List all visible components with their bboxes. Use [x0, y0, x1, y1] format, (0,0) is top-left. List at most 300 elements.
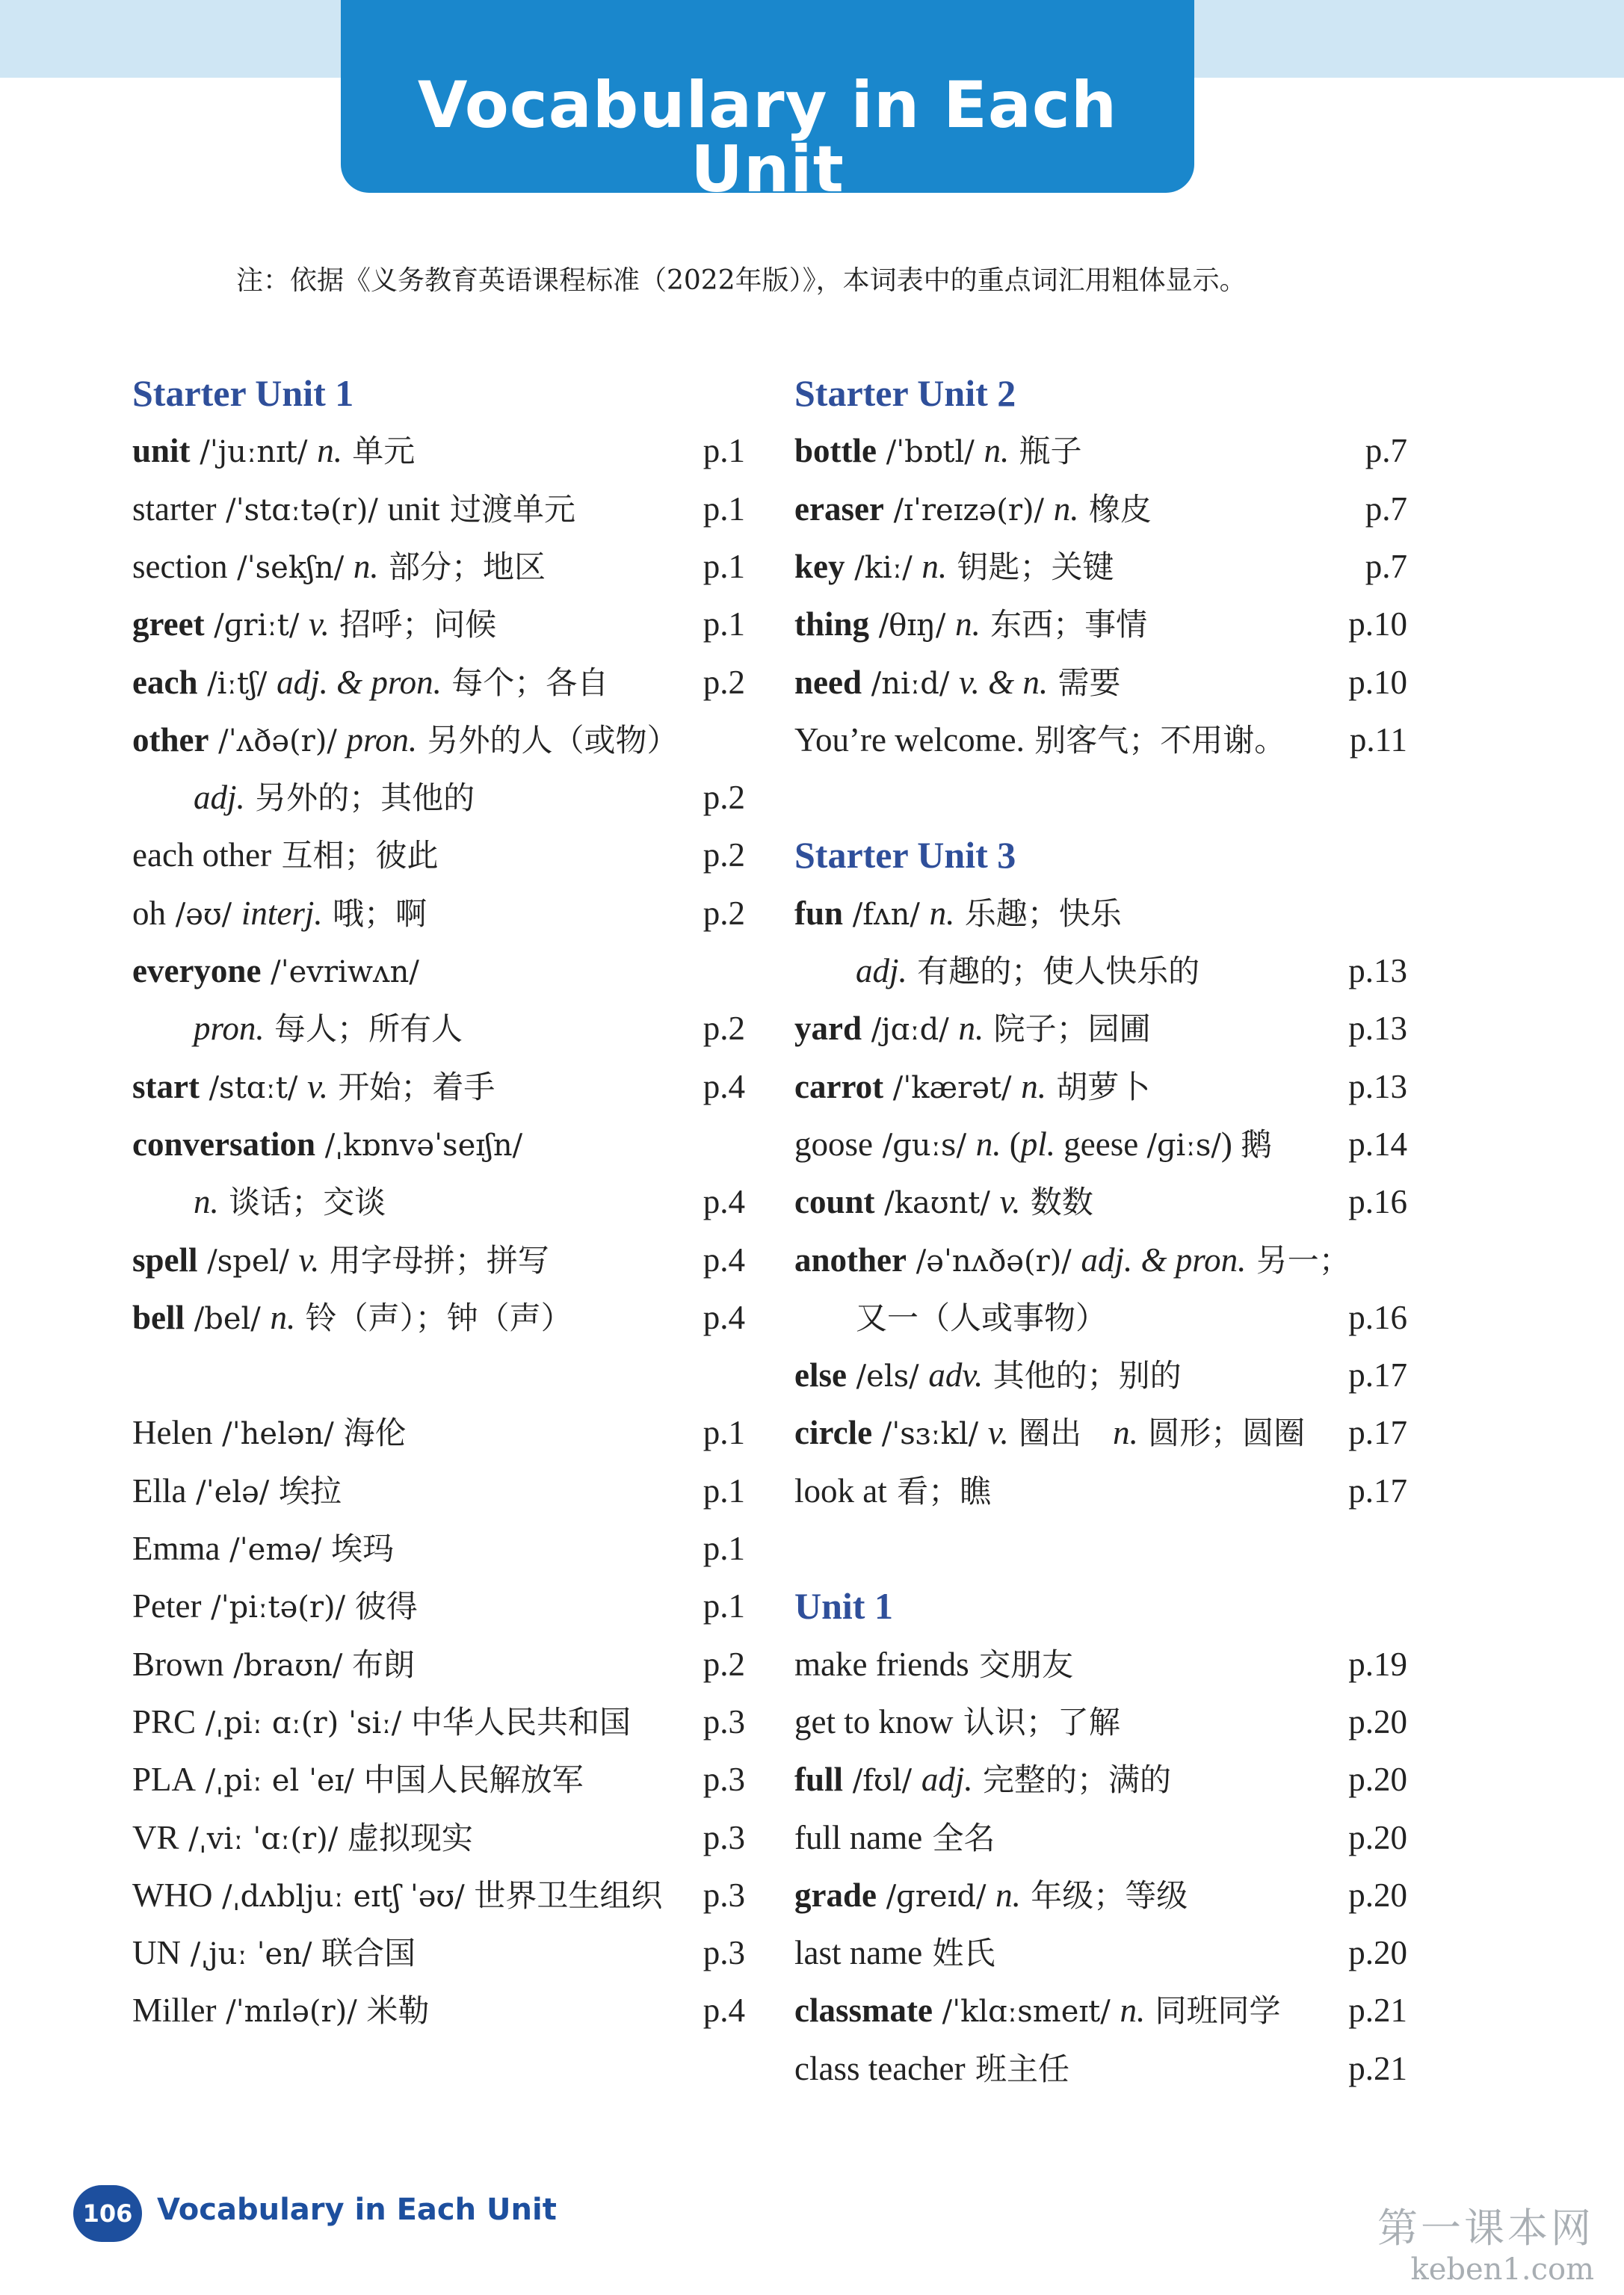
phonetic: /ˈevriwʌn/: [261, 955, 419, 989]
chinese-meaning: 东西；事情: [980, 606, 1148, 643]
phonetic: /braʊn/: [223, 1648, 353, 1683]
page-reference: p.4: [703, 1241, 745, 1279]
chinese-meaning: 完整的；满的: [972, 1761, 1171, 1799]
headword: carrot: [794, 1067, 884, 1105]
unit-heading: Starter Unit 3: [794, 834, 1016, 877]
part-of-speech: v.: [309, 605, 330, 643]
chinese-meaning: 其他的；别的: [983, 1357, 1182, 1394]
vocab-entry: [794, 1116, 1272, 1175]
part-of-speech: v.: [307, 1067, 328, 1105]
vocab-entry: [794, 1751, 1171, 1810]
entry-text: PRC: [132, 1702, 197, 1740]
phonetic: /ˈmɪlə(r)/: [216, 1995, 367, 2030]
vocab-row: [132, 1924, 745, 1982]
vocab-row: [794, 1347, 1407, 1404]
chinese-meaning: 中国人民解放军: [363, 1761, 584, 1799]
headword: yard: [794, 1010, 862, 1048]
chinese-meaning: 又一（人或事物）: [856, 1299, 1108, 1336]
headword: unit: [132, 432, 191, 470]
chinese-meaning: 瓶子: [1009, 433, 1082, 470]
chinese-meaning: 另外的；其他的: [244, 779, 475, 817]
headword: count: [794, 1183, 875, 1221]
part-of-speech: interj.: [241, 894, 323, 932]
page-reference: p.20: [1348, 1702, 1407, 1740]
headword: spell: [132, 1241, 198, 1279]
vocab-row: [132, 538, 745, 596]
headword: circle: [794, 1414, 873, 1452]
part-of-speech: v.: [987, 1414, 1009, 1452]
vocab-entry: [132, 1982, 429, 2041]
vocab-row: [794, 1809, 1407, 1867]
vocab-row: [794, 481, 1407, 538]
vocab-entry: [132, 422, 415, 481]
chinese-meaning: 哦；啊: [322, 895, 427, 932]
headword: eraser: [794, 489, 884, 528]
entry-text: last name: [794, 1934, 923, 1972]
page-reference: p.1: [703, 489, 745, 528]
chinese-meaning: 全名: [922, 1819, 995, 1856]
part-of-speech: n.: [1053, 489, 1079, 528]
vocab-row: [132, 1462, 745, 1520]
chinese-meaning: 看；瞧: [886, 1472, 992, 1510]
chinese-meaning: 另外的人（或物）: [417, 721, 679, 759]
phonetic: /ˌjuː ˈen/: [181, 1937, 322, 1972]
vocab-entry: [794, 596, 1147, 655]
entry-text: look at: [794, 1471, 887, 1510]
phonetic: /kiː/: [845, 550, 922, 585]
vocab-row: [794, 1289, 1407, 1347]
phonetic: /θɪŋ/: [869, 608, 956, 643]
page-reference: p.4: [703, 1067, 745, 1105]
vocab-row: [132, 1232, 745, 1289]
page-reference: p.10: [1348, 663, 1407, 701]
headword: fun: [794, 894, 844, 932]
chinese-meaning: 需要: [1048, 664, 1121, 701]
vocab-row: [132, 769, 745, 827]
phonetic: /ˌviː ˈɑː(r)/: [179, 1821, 348, 1856]
phonetic: /ˈkærət/: [883, 1070, 1022, 1105]
vocab-entry: [132, 481, 575, 540]
vocab-entry: [794, 1809, 995, 1867]
chinese-meaning: 互相；彼此: [271, 837, 439, 874]
page-reference: p.1: [703, 1587, 745, 1625]
chinese-meaning: 有趣的；使人快乐的: [907, 953, 1200, 989]
phonetic: /ˈjuːnɪt/: [190, 435, 318, 470]
vocab-row: [132, 1000, 745, 1057]
vocab-entry: [856, 942, 1200, 1000]
chinese-meaning: 部分；地区: [378, 548, 546, 585]
vocab-entry: [194, 1173, 386, 1231]
vocab-row: [132, 596, 745, 653]
chinese-meaning: 鹅: [1241, 1125, 1273, 1163]
page-reference: p.16: [1348, 1298, 1407, 1336]
vocab-row: [132, 1173, 745, 1231]
chinese-meaning: 圈出: [1008, 1415, 1114, 1452]
page-reference: p.11: [1349, 720, 1407, 759]
entry-text: Helen: [132, 1414, 213, 1452]
vocab-row: [794, 1173, 1407, 1231]
headword: bottle: [794, 432, 877, 470]
vocab-entry: [132, 1116, 522, 1175]
vocab-row: [794, 1404, 1407, 1462]
page-reference: p.2: [703, 836, 745, 874]
vocab-row: [132, 422, 745, 480]
vocab-row: [132, 1116, 745, 1173]
headword: classmate: [794, 1992, 933, 2030]
page-reference: p.7: [1365, 547, 1407, 585]
phonetic: /els/: [846, 1359, 929, 1394]
vocab-entry: [794, 2040, 1069, 2098]
part-of-speech: adj. & pron.: [277, 663, 442, 701]
vocab-row: [132, 711, 745, 769]
vocab-entry: [132, 1751, 584, 1810]
vocab-entry: [794, 1982, 1281, 2041]
entry-text: VR: [132, 1818, 179, 1856]
phonetic: /kaʊnt/: [874, 1186, 1000, 1221]
vocab-entry: [132, 1867, 662, 1926]
page-reference: p.13: [1348, 952, 1407, 989]
headword: grade: [794, 1876, 877, 1914]
entry-text: ): [1220, 1125, 1241, 1163]
part-of-speech: n.: [1113, 1414, 1138, 1452]
page-reference: p.4: [703, 1992, 745, 2030]
part-of-speech: n.: [194, 1183, 219, 1221]
vocab-entry: [132, 1232, 549, 1291]
chinese-meaning: 谈话；交谈: [218, 1184, 386, 1221]
page-reference: p.1: [703, 605, 745, 643]
headword: need: [794, 663, 862, 701]
vocab-row: [132, 1809, 745, 1867]
vocab-entry: [132, 1289, 572, 1348]
phonetic: /ɪˈreɪzə(r)/: [883, 492, 1054, 528]
vocab-row: [132, 885, 745, 942]
headword: another: [794, 1241, 907, 1279]
part-of-speech: n.: [921, 547, 948, 585]
chinese-meaning: 铃（声）；钟（声）: [295, 1299, 572, 1336]
page-reference: p.13: [1348, 1067, 1407, 1105]
vocab-entry: [132, 1058, 495, 1117]
part-of-speech: v.: [298, 1241, 320, 1279]
page-reference: p.7: [1365, 489, 1407, 528]
page-reference: p.1: [703, 432, 745, 470]
chinese-meaning: 另一；: [1246, 1241, 1350, 1279]
chinese-meaning: 橡皮: [1078, 490, 1152, 528]
phonetic: /iːtʃ/: [197, 666, 277, 701]
page-reference: p.10: [1348, 605, 1407, 643]
page-reference: p.14: [1348, 1125, 1407, 1163]
vocab-entry: [794, 1693, 1120, 1751]
phonetic: /əʊ/: [166, 897, 241, 932]
page-reference: p.1: [703, 1414, 745, 1452]
phonetic: /ˈsekʃn/: [227, 550, 353, 585]
chinese-meaning: 过渡单元: [439, 490, 575, 528]
title-tab: [341, 0, 1194, 207]
vocab-entry: [132, 596, 496, 655]
phonetic: /ˈemə/: [220, 1533, 332, 1567]
part-of-speech: n.: [929, 894, 955, 932]
phonetic: /bel/: [185, 1301, 271, 1336]
chinese-meaning: 每个；各自: [441, 664, 609, 701]
headword: everyone: [132, 952, 262, 989]
chinese-meaning: 开始；着手: [328, 1068, 495, 1105]
chinese-meaning: 交朋友: [969, 1646, 1074, 1683]
entry-text: (: [1001, 1125, 1021, 1163]
vocab-row: [794, 1000, 1407, 1057]
vocab-entry: [132, 654, 608, 713]
chinese-meaning: 单元: [342, 433, 416, 470]
phonetic: /niːd/: [862, 666, 960, 701]
phonetic: /ˌkɒnvəˈseɪʃn/: [315, 1128, 523, 1163]
watermark-line-1: 第一课本网: [1377, 2205, 1594, 2252]
vocab-row: [132, 654, 745, 711]
vocab-entry: [132, 1520, 394, 1579]
chinese-meaning: 姓氏: [922, 1935, 995, 1972]
page-reference: p.20: [1348, 1818, 1407, 1856]
vocab-row: [132, 1982, 745, 2039]
part-of-speech: n.: [975, 1125, 1001, 1163]
vocab-entry: [132, 1404, 407, 1463]
part-of-speech: n.: [270, 1298, 296, 1336]
chinese-meaning: 认识；了解: [953, 1703, 1120, 1740]
headword: start: [132, 1067, 200, 1105]
page-reference: p.13: [1348, 1010, 1407, 1048]
vocab-row: [794, 711, 1407, 769]
vocab-entry: [132, 1578, 418, 1637]
chinese-meaning: 数数: [1020, 1184, 1093, 1221]
vocab-row: [794, 1867, 1407, 1924]
entry-text: each other: [132, 836, 272, 874]
vocab-entry: [794, 885, 1122, 944]
phonetic: /ˈstɑːtə(r)/: [216, 492, 388, 528]
part-of-speech: pl.: [1020, 1125, 1056, 1163]
vocab-row: [794, 654, 1407, 711]
vocab-entry: [794, 1462, 991, 1520]
vocab-row: [132, 1751, 745, 1808]
page-reference: p.2: [703, 779, 745, 817]
vocab-entry: [794, 481, 1152, 540]
headword: thing: [794, 605, 870, 643]
chinese-meaning: 世界卫生组织: [474, 1877, 663, 1914]
page-reference: p.3: [703, 1761, 745, 1799]
vocab-row: [794, 1751, 1407, 1808]
part-of-speech: n.: [955, 605, 981, 643]
entry-text: Miller: [132, 1992, 217, 2030]
headword: each: [132, 663, 198, 701]
vocab-row: [132, 1867, 745, 1924]
headword: greet: [132, 605, 205, 643]
page-reference: p.2: [703, 1010, 745, 1048]
unit-heading: Starter Unit 1: [132, 372, 354, 414]
chinese-meaning: 米勒: [366, 1992, 430, 2030]
entry-text: UN: [132, 1934, 181, 1972]
vocab-entry: [794, 1173, 1093, 1232]
page-title: Vocabulary in Each Unit: [417, 68, 1118, 207]
part-of-speech: adj. & pron.: [1081, 1241, 1247, 1279]
page-reference: p.1: [703, 547, 745, 585]
vocab-row: [132, 1404, 745, 1462]
part-of-speech: pron.: [194, 1010, 265, 1048]
part-of-speech: adj.: [194, 779, 245, 817]
vocab-row: [794, 1058, 1407, 1116]
vocab-row: [794, 1462, 1407, 1520]
page-reference: p.21: [1348, 1992, 1407, 2030]
headword: key: [794, 547, 845, 585]
part-of-speech: n.: [984, 432, 1010, 470]
vocab-entry: [794, 1867, 1188, 1926]
phonetic: /ˈklɑːsmeɪt/: [932, 1995, 1120, 2030]
part-of-speech: n.: [995, 1876, 1021, 1914]
page-reference: p.17: [1348, 1356, 1407, 1394]
vocab-entry: [794, 654, 1121, 713]
page-reference: p.16: [1348, 1183, 1407, 1221]
phonetic: /ɡiːs/: [1146, 1128, 1221, 1163]
entry-text: You’re welcome.: [794, 720, 1025, 759]
vocab-entry: [794, 1924, 995, 1982]
page-reference: p.20: [1348, 1934, 1407, 1972]
vocab-row: [794, 1924, 1407, 1982]
vocab-entry: [794, 1347, 1182, 1406]
phonetic: /ɡreɪd/: [876, 1879, 996, 1914]
headword: other: [132, 720, 209, 759]
chinese-meaning: 布朗: [352, 1646, 416, 1683]
vocab-entry: [132, 1636, 415, 1695]
vocab-entry: [794, 711, 1285, 769]
page-reference: p.3: [703, 1818, 745, 1856]
vocab-row: [132, 1636, 745, 1693]
page-reference: p.4: [703, 1298, 745, 1336]
chinese-meaning: 钥匙；关键: [947, 548, 1114, 585]
vocab-row: [794, 422, 1407, 480]
unit-heading: Unit 1: [794, 1585, 893, 1628]
vocab-row: [794, 885, 1407, 942]
phonetic: /ˌdʌbljuː eɪtʃ ˈəʊ/: [212, 1879, 475, 1914]
page-reference: p.4: [703, 1183, 745, 1221]
vocab-entry: [794, 538, 1114, 597]
chinese-meaning: 埃拉: [278, 1472, 342, 1510]
headword: bell: [132, 1298, 185, 1336]
vocab-entry: [132, 827, 439, 884]
page-reference: p.17: [1348, 1414, 1407, 1452]
phonetic: /stɑːt/: [199, 1070, 308, 1105]
vocab-entry: [794, 1058, 1150, 1117]
part-of-speech: adj.: [856, 952, 907, 989]
phonetic: /ˌpiː el ˈeɪ/: [196, 1764, 364, 1799]
vocab-row: [794, 538, 1407, 596]
chinese-meaning: 胡萝卜: [1046, 1068, 1151, 1105]
vocab-row: [794, 1982, 1407, 2039]
part-of-speech: n.: [1120, 1992, 1146, 2030]
phonetic: /ˌpiː ɑː(r) ˈsiː/: [196, 1705, 411, 1740]
headword: full: [794, 1761, 844, 1799]
page-reference: p.2: [703, 663, 745, 701]
entry-text: goose: [794, 1125, 873, 1163]
vocab-row: [794, 596, 1407, 653]
vocab-row: [132, 1520, 745, 1578]
phonetic: /spel/: [197, 1244, 299, 1279]
page-reference: p.2: [703, 894, 745, 932]
page-reference: p.7: [1365, 432, 1407, 470]
entry-text: Emma: [132, 1530, 220, 1567]
vocab-entry: [132, 711, 678, 770]
phonetic: /fʌn/: [843, 897, 930, 932]
chinese-meaning: 招呼；问候: [329, 606, 497, 643]
entry-text: make friends: [794, 1645, 969, 1683]
entry-text: WHO: [132, 1876, 213, 1914]
part-of-speech: n.: [317, 432, 342, 470]
page-reference: p.3: [703, 1702, 745, 1740]
vocab-row: [132, 942, 745, 1000]
entry-text: Ella: [132, 1471, 187, 1510]
entry-text: PLA: [132, 1761, 197, 1799]
entry-text: oh: [132, 894, 166, 932]
vocab-row: [794, 942, 1407, 1000]
chinese-meaning: 班主任: [965, 2050, 1069, 2087]
entry-text: Peter: [132, 1587, 202, 1625]
vocab-row: [132, 1289, 745, 1347]
phonetic: /əˈnʌðə(r)/: [907, 1244, 1081, 1279]
vocab-row: [132, 1693, 745, 1751]
part-of-speech: v.: [999, 1183, 1021, 1221]
part-of-speech: adv.: [928, 1356, 984, 1394]
vocab-entry: [794, 1636, 1073, 1693]
vocab-row: [132, 481, 745, 538]
phonetic: /ˈsɜːkl/: [872, 1417, 988, 1452]
phonetic: /jɑːd/: [862, 1013, 959, 1048]
vocab-entry: [194, 1000, 463, 1057]
phonetic: /ɡuːs/: [873, 1128, 976, 1163]
vocab-entry: [194, 769, 475, 827]
page-reference: p.1: [703, 1530, 745, 1567]
page-number: 106: [73, 2185, 142, 2242]
page-reference: p.17: [1348, 1471, 1407, 1510]
vocab-row: [794, 1116, 1407, 1173]
vocab-row: [132, 1578, 745, 1635]
vocab-row: [794, 1232, 1407, 1289]
vocab-entry: [132, 942, 419, 1001]
vocab-row: [132, 827, 745, 884]
chinese-meaning: 乐趣；快乐: [954, 895, 1122, 932]
chinese-meaning: 虚拟现实: [347, 1819, 473, 1856]
entry-text: get to know: [794, 1702, 954, 1740]
entry-text: unit: [387, 489, 440, 528]
entry-text: starter: [132, 489, 217, 528]
part-of-speech: n.: [958, 1010, 984, 1048]
chinese-meaning: 埃玛: [331, 1530, 395, 1567]
chinese-meaning: 同班同学: [1145, 1992, 1281, 2030]
page-reference: p.2: [703, 1645, 745, 1683]
chinese-meaning: 联合国: [321, 1935, 416, 1972]
page-reference: p.20: [1348, 1876, 1407, 1914]
chinese-meaning: 每人；所有人: [264, 1010, 463, 1048]
phonetic: /fʊl/: [843, 1764, 921, 1799]
chinese-meaning: 圆形；圆圈: [1137, 1415, 1306, 1452]
phonetic: /ˈpiːtə(r)/: [201, 1590, 355, 1625]
vocab-entry: [132, 1924, 416, 1983]
vocab-row: [794, 1636, 1407, 1693]
watermark-line-2: keben1.com: [1410, 2252, 1594, 2287]
note-text: 注：依据《义务教育英语课程标准（2022年版）》，本词表中的重点词汇用粗体显示。: [236, 265, 1247, 296]
vocab-entry: [794, 1232, 1350, 1291]
headword: else: [794, 1356, 847, 1394]
headword: conversation: [132, 1125, 315, 1163]
entry-text: Brown: [132, 1645, 224, 1683]
phonetic: /ˈelə/: [186, 1474, 279, 1510]
entry-text: class teacher: [794, 2049, 966, 2087]
vocab-entry: [132, 1462, 342, 1522]
page-reference: p.3: [703, 1876, 745, 1914]
phonetic: /ˈʌðə(r)/: [209, 723, 347, 759]
vocab-entry: [132, 885, 427, 944]
